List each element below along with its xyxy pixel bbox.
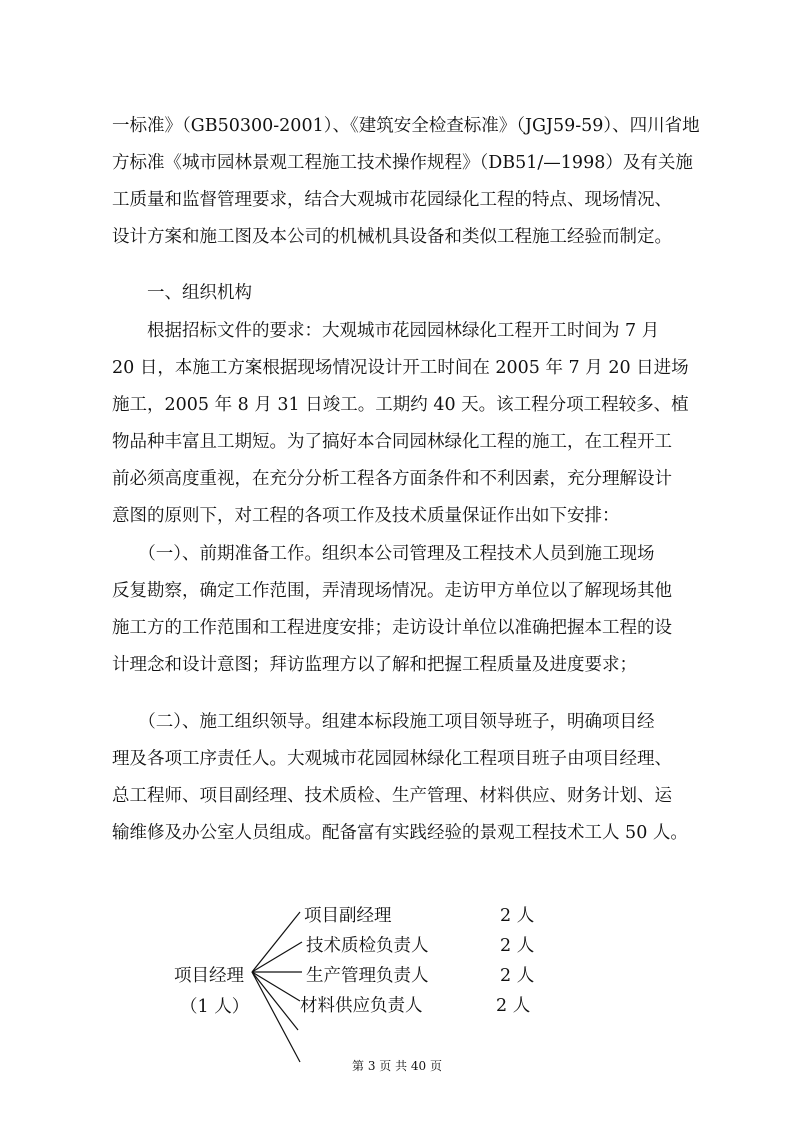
org-branch-count: 2 人	[500, 966, 535, 986]
text-line: （二）、施工组织领导。组建本标段施工项目领导班子，明确项目经	[112, 712, 655, 732]
text-line: （一）、前期准备工作。组织本公司管理及工程技术人员到施工现场	[112, 544, 655, 564]
text-line: 意图的原则下，对工程的各项工作及技术质量保证作出如下安排：	[112, 506, 620, 526]
page-footer: 第 3 页 共 40 页	[352, 1059, 442, 1073]
text-line: 方标准《城市园林景观工程施工技术操作规程》（DB51/—1998）及有关施	[112, 153, 693, 173]
text-line: 计理念和设计意图；拜访监理方以了解和把握工程质量及进度要求；	[112, 655, 637, 675]
org-branch-role: 项目副经理	[304, 906, 392, 926]
text-line: 前必须高度重视，在充分分析工程各方面条件和不利因素，充分理解设计	[112, 469, 672, 489]
org-branch-count: 2 人	[500, 906, 535, 926]
connector-line	[252, 912, 300, 972]
org-branch-count: 2 人	[500, 936, 535, 956]
org-root-count: （1 人）	[180, 997, 250, 1017]
org-branch-role: 材料供应负责人	[300, 996, 423, 1016]
text-line: 设计方案和施工图及本公司的机械机具设备和类似工程施工经验而制定。	[112, 227, 672, 247]
section-heading-text: 一、组织机构	[112, 283, 252, 303]
org-root-title: 项目经理	[174, 966, 244, 986]
connector-line	[252, 972, 298, 1030]
text-line: 一标准》（GB50300-2001）、《建筑安全检查标准》（JGJ59-59）、四川省地	[112, 116, 700, 136]
text-line: 根据招标文件的要求：大观城市花园园林绿化工程开工时间为 7 月	[112, 321, 660, 341]
text-line: 20 日，本施工方案根据现场情况设计开工时间在 2005 年 7 月 20 日进场	[112, 358, 689, 378]
text-line: 总工程师、项目副经理、技术质检、生产管理、材料供应、财务计划、运	[112, 786, 672, 806]
text-line: 反复勘察，确定工作范围，弄清现场情况。走访甲方单位以了解现场其他	[112, 581, 672, 601]
text-line: 工质量和监督管理要求，结合大观城市花园绿化工程的特点、现场情况、	[112, 190, 672, 210]
text-line: 理及各项工序责任人。大观城市花园园林绿化工程项目班子由项目经理、	[112, 749, 672, 769]
text-line: 物品种丰富且工期短。为了搞好本合同园林绿化工程的施工，在工程开工	[112, 432, 672, 452]
connector-line	[252, 972, 300, 1062]
text-line: 施工，2005 年 8 月 31 日竣工。工期约 40 天。该工程分项工程较多、植	[112, 395, 689, 415]
org-branch-role: 技术质检负责人	[306, 936, 429, 956]
text-line: 输维修及办公室人员组成。配备富有实践经验的景观工程技术工人 50 人。	[112, 823, 688, 843]
org-branch-role: 生产管理负责人	[306, 966, 429, 986]
org-branch-count: 2 人	[496, 996, 531, 1016]
connector-line	[252, 942, 302, 972]
text-line: 施工方的工作范围和工程进度安排；走访设计单位以准确把握本工程的设	[112, 618, 672, 638]
